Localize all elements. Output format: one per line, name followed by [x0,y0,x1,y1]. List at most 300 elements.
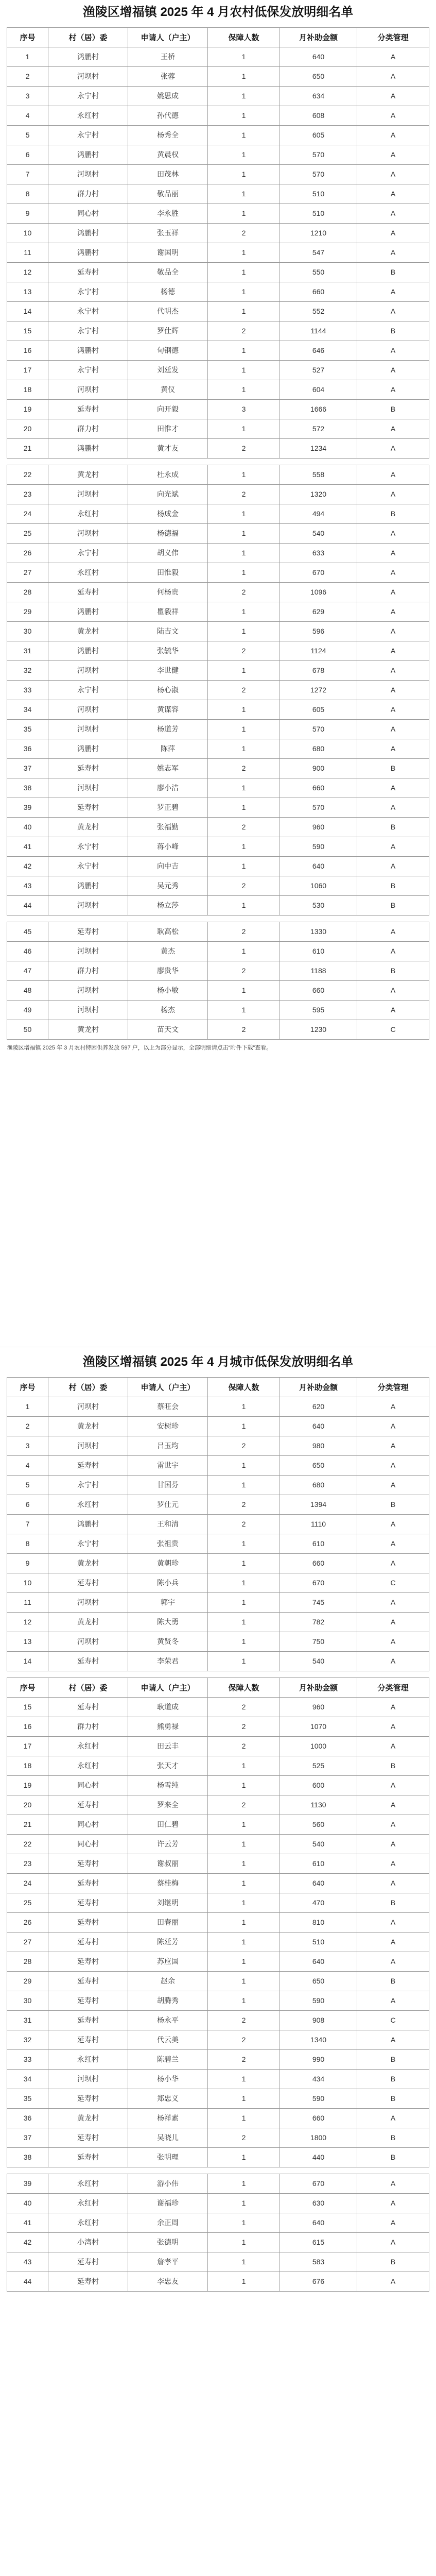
row-people: 1 [208,1912,280,1932]
header-village: 村（居）委 [48,27,128,47]
table-row [7,1573,429,1592]
row-index: 27 [7,1932,48,1952]
row-applicant: 耿高松 [128,922,208,941]
row-village: 延寿村 [48,1854,128,1873]
row-amount: 590 [280,2089,357,2108]
row-category: A [357,660,429,680]
row-index: 4 [7,106,48,125]
row-people: 1 [208,1455,280,1475]
row-amount: 646 [280,341,357,360]
row-people: 1 [208,86,280,106]
row-category: A [357,1416,429,1436]
row-amount: 570 [280,164,357,184]
row-category: B [357,2147,429,2167]
row-index: 9 [7,1553,48,1573]
row-applicant: 何杨贵 [128,582,208,602]
row-amount: 640 [280,856,357,876]
row-village: 河坝村 [48,941,128,961]
row-village: 永宁村 [48,301,128,321]
table-row [7,1756,429,1775]
row-applicant: 田茂林 [128,164,208,184]
row-village: 永红村 [48,1736,128,1756]
row-amount: 605 [280,700,357,719]
row-amount: 680 [280,1475,357,1495]
row-applicant: 郑忠义 [128,2089,208,2108]
table-row [7,1514,429,1534]
rural-section [0,5,436,1053]
row-category: A [357,1697,429,1717]
row-index: 24 [7,1873,48,1893]
row-category: B [357,817,429,837]
row-amount: 540 [280,523,357,543]
row-village: 延寿村 [48,1573,128,1592]
row-applicant: 张蓉 [128,66,208,86]
row-category: A [357,837,429,856]
row-village: 同心村 [48,204,128,223]
row-applicant: 安树珍 [128,1416,208,1436]
row-village: 黄龙村 [48,1612,128,1632]
row-index: 7 [7,164,48,184]
row-people: 1 [208,739,280,758]
row-amount: 605 [280,125,357,145]
row-amount: 1096 [280,582,357,602]
table-row [7,1697,429,1717]
row-category: A [357,719,429,739]
row-amount: 590 [280,837,357,856]
row-people: 3 [208,399,280,419]
row-people: 1 [208,1815,280,1834]
row-people: 1 [208,2193,280,2213]
separator-cell [7,2167,429,2174]
row-category: A [357,798,429,817]
row-index: 49 [7,1000,48,1020]
row-category: B [357,2069,429,2089]
row-people: 1 [208,543,280,563]
table-row [7,1912,429,1932]
table-row [7,1612,429,1632]
row-applicant: 向光斌 [128,484,208,504]
row-people: 2 [208,223,280,243]
group-separator [7,1671,429,1677]
table-row [7,419,429,438]
table-row [7,1416,429,1436]
row-village: 永宁村 [48,282,128,301]
row-index: 23 [7,484,48,504]
row-index: 44 [7,2272,48,2291]
row-applicant: 廖小洁 [128,778,208,798]
row-amount: 527 [280,360,357,380]
row-index: 44 [7,895,48,915]
row-amount: 660 [280,2108,357,2128]
row-amount: 1070 [280,1717,357,1736]
row-people: 1 [208,125,280,145]
row-amount: 1272 [280,680,357,700]
row-people: 1 [208,341,280,360]
row-people: 1 [208,204,280,223]
row-village: 群力村 [48,419,128,438]
row-village: 延寿村 [48,582,128,602]
row-village: 永宁村 [48,125,128,145]
row-category: B [357,2128,429,2147]
row-applicant: 谢叔丽 [128,1854,208,1873]
table-row [7,2232,429,2252]
table-row [7,301,429,321]
header-index: 序号 [7,27,48,47]
table-row [7,1795,429,1815]
table-row [7,1893,429,1912]
table-row [7,282,429,301]
row-village: 永宁村 [48,1534,128,1553]
row-people: 1 [208,602,280,621]
row-applicant: 黄才友 [128,438,208,458]
table-row [7,243,429,262]
row-people: 1 [208,1932,280,1952]
row-amount: 960 [280,1697,357,1717]
row-applicant: 胡腾秀 [128,1991,208,2010]
row-village: 延寿村 [48,1651,128,1671]
row-index: 42 [7,856,48,876]
row-applicant: 甘国芬 [128,1475,208,1495]
row-people: 1 [208,184,280,204]
row-applicant: 陈大勇 [128,1612,208,1632]
row-village: 鸿鹏村 [48,876,128,895]
header-village: 村（居）委 [48,1377,128,1397]
row-category: C [357,2010,429,2030]
separator-cell [7,458,429,465]
table-row [7,321,429,341]
row-applicant: 苗天文 [128,1020,208,1039]
separator-cell [7,915,429,922]
row-people: 1 [208,504,280,523]
row-category: B [357,895,429,915]
row-index: 10 [7,223,48,243]
table-row [7,2069,429,2089]
row-people: 1 [208,1573,280,1592]
row-index: 16 [7,341,48,360]
row-amount: 1000 [280,1736,357,1756]
row-amount: 434 [280,2069,357,2089]
row-amount: 908 [280,2010,357,2030]
row-applicant: 杨永平 [128,2010,208,2030]
table-row [7,1495,429,1514]
row-village: 鸿鹏村 [48,438,128,458]
row-amount: 615 [280,2232,357,2252]
row-applicant: 张明理 [128,2147,208,2167]
row-village: 延寿村 [48,1455,128,1475]
row-people: 1 [208,2272,280,2291]
row-amount: 596 [280,621,357,641]
row-village: 黄龙村 [48,1553,128,1573]
urban-header-row-repeat [7,1677,429,1697]
row-amount: 530 [280,895,357,915]
row-applicant: 杨心淑 [128,680,208,700]
row-index: 15 [7,1697,48,1717]
row-people: 1 [208,243,280,262]
row-amount: 640 [280,1416,357,1436]
row-amount: 660 [280,282,357,301]
row-village: 鸿鹏村 [48,739,128,758]
table-row [7,86,429,106]
row-village: 黄龙村 [48,621,128,641]
row-village: 延寿村 [48,1893,128,1912]
row-index: 15 [7,321,48,341]
row-category: A [357,1000,429,1020]
row-applicant: 张天才 [128,1756,208,1775]
row-index: 30 [7,1991,48,2010]
header-cell: 保障人数 [208,1677,280,1697]
row-index: 27 [7,563,48,582]
row-category: B [357,1495,429,1514]
row-people: 1 [208,523,280,543]
row-applicant: 李世健 [128,660,208,680]
row-index: 17 [7,1736,48,1756]
row-index: 20 [7,1795,48,1815]
row-index: 10 [7,1573,48,1592]
row-amount: 634 [280,86,357,106]
row-amount: 678 [280,660,357,680]
row-category: A [357,164,429,184]
row-people: 1 [208,1893,280,1912]
row-people: 1 [208,837,280,856]
row-amount: 1234 [280,438,357,458]
row-village: 群力村 [48,961,128,980]
row-village: 永红村 [48,2174,128,2193]
row-people: 1 [208,2069,280,2089]
row-applicant: 许云芳 [128,1834,208,1854]
table-row [7,1736,429,1756]
row-applicant: 旬钢德 [128,341,208,360]
row-category: A [357,1553,429,1573]
row-amount: 570 [280,719,357,739]
row-index: 5 [7,125,48,145]
table-row [7,465,429,484]
row-category: A [357,941,429,961]
row-people: 2 [208,876,280,895]
row-index: 35 [7,719,48,739]
row-applicant: 王桥 [128,47,208,66]
row-amount: 1666 [280,399,357,419]
row-index: 29 [7,602,48,621]
row-amount: 660 [280,778,357,798]
row-index: 40 [7,2193,48,2213]
row-index: 23 [7,1854,48,1873]
row-people: 1 [208,1651,280,1671]
table-row [7,1436,429,1455]
table-row [7,2089,429,2108]
table-row [7,66,429,86]
table-row [7,2010,429,2030]
row-village: 延寿村 [48,1697,128,1717]
row-category: A [357,1795,429,1815]
row-category: A [357,582,429,602]
row-people: 1 [208,621,280,641]
row-village: 河坝村 [48,660,128,680]
table-row [7,1592,429,1612]
row-applicant: 郭宇 [128,1592,208,1612]
table-row [7,1534,429,1553]
table-row [7,2272,429,2291]
row-village: 黄龙村 [48,1020,128,1039]
row-index: 41 [7,837,48,856]
row-people: 1 [208,47,280,66]
table-row [7,2108,429,2128]
row-village: 永红村 [48,106,128,125]
row-amount: 470 [280,1893,357,1912]
row-index: 7 [7,1514,48,1534]
row-category: A [357,1717,429,1736]
row-applicant: 向中吉 [128,856,208,876]
row-village: 黄龙村 [48,817,128,837]
row-index: 1 [7,47,48,66]
row-category: A [357,223,429,243]
row-people: 1 [208,380,280,399]
row-index: 24 [7,504,48,523]
table-row [7,484,429,504]
row-index: 5 [7,1475,48,1495]
row-people: 1 [208,1775,280,1795]
row-amount: 558 [280,465,357,484]
row-applicant: 杨小华 [128,2069,208,2089]
table-row [7,856,429,876]
row-people: 1 [208,1553,280,1573]
row-category: A [357,543,429,563]
row-applicant: 李永胜 [128,204,208,223]
row-amount: 540 [280,1834,357,1854]
row-amount: 1188 [280,961,357,980]
row-applicant: 向开毅 [128,399,208,419]
row-amount: 745 [280,1592,357,1612]
table-row [7,980,429,1000]
rural-header-row [7,27,429,47]
row-amount: 900 [280,758,357,778]
row-index: 14 [7,1651,48,1671]
row-applicant: 张德明 [128,2232,208,2252]
row-index: 9 [7,204,48,223]
row-amount: 670 [280,563,357,582]
row-amount: 630 [280,2193,357,2213]
row-village: 永红村 [48,2193,128,2213]
row-index: 26 [7,543,48,563]
row-people: 2 [208,1717,280,1736]
row-index: 35 [7,2089,48,2108]
header-people: 保障人数 [208,1377,280,1397]
row-amount: 540 [280,1651,357,1671]
row-applicant: 詹孝平 [128,2252,208,2272]
row-applicant: 杜永成 [128,465,208,484]
row-applicant: 杨德 [128,282,208,301]
row-applicant: 黄贤冬 [128,1632,208,1651]
row-people: 1 [208,2108,280,2128]
row-amount: 980 [280,1436,357,1455]
row-village: 河坝村 [48,980,128,1000]
row-index: 1 [7,1397,48,1416]
row-category: A [357,641,429,660]
row-applicant: 杨德福 [128,523,208,543]
row-village: 河坝村 [48,1592,128,1612]
table-row [7,125,429,145]
row-village: 延寿村 [48,1952,128,1971]
row-village: 同心村 [48,1775,128,1795]
table-row [7,1775,429,1795]
row-people: 2 [208,2010,280,2030]
row-amount: 640 [280,1873,357,1893]
table-row [7,2049,429,2069]
row-people: 2 [208,1736,280,1756]
row-applicant: 吴元秀 [128,876,208,895]
row-amount: 670 [280,1573,357,1592]
row-village: 延寿村 [48,399,128,419]
row-applicant: 田惟才 [128,419,208,438]
row-people: 1 [208,1416,280,1436]
row-amount: 610 [280,941,357,961]
row-village: 延寿村 [48,798,128,817]
header-amount: 月补助金额 [280,27,357,47]
table-row [7,876,429,895]
row-applicant: 杨秀全 [128,125,208,145]
row-amount: 680 [280,739,357,758]
row-applicant: 杨小敏 [128,980,208,1000]
row-applicant: 蒋小峰 [128,837,208,856]
row-village: 延寿村 [48,262,128,282]
row-category: B [357,1756,429,1775]
row-people: 2 [208,2030,280,2049]
row-applicant: 陈廷芳 [128,1932,208,1952]
row-people: 2 [208,641,280,660]
row-amount: 1144 [280,321,357,341]
row-index: 18 [7,380,48,399]
row-amount: 570 [280,145,357,164]
row-people: 1 [208,1397,280,1416]
row-index: 12 [7,1612,48,1632]
row-category: C [357,1573,429,1592]
row-amount: 600 [280,1775,357,1795]
row-index: 26 [7,1912,48,1932]
row-category: B [357,262,429,282]
row-index: 39 [7,798,48,817]
row-applicant: 刘廷发 [128,360,208,380]
row-category: A [357,2174,429,2193]
row-people: 1 [208,1475,280,1495]
row-village: 河坝村 [48,1397,128,1416]
row-people: 1 [208,2147,280,2167]
row-amount: 510 [280,184,357,204]
table-row [7,941,429,961]
row-people: 1 [208,895,280,915]
table-row [7,1815,429,1834]
row-applicant: 胡义伟 [128,543,208,563]
row-village: 永红村 [48,1756,128,1775]
row-applicant: 陆吉文 [128,621,208,641]
row-applicant: 杨雪纯 [128,1775,208,1795]
row-amount: 650 [280,1971,357,1991]
table-row [7,2193,429,2213]
table-row [7,164,429,184]
row-amount: 1340 [280,2030,357,2049]
row-category: A [357,602,429,621]
row-applicant: 陈小兵 [128,1573,208,1592]
row-applicant: 张玉祥 [128,223,208,243]
row-applicant: 王和清 [128,1514,208,1534]
row-category: A [357,465,429,484]
table-row [7,837,429,856]
row-village: 鸿鹏村 [48,243,128,262]
row-village: 同心村 [48,1834,128,1854]
row-amount: 629 [280,602,357,621]
row-amount: 660 [280,1553,357,1573]
row-category: A [357,1612,429,1632]
row-category: A [357,419,429,438]
row-village: 延寿村 [48,922,128,941]
